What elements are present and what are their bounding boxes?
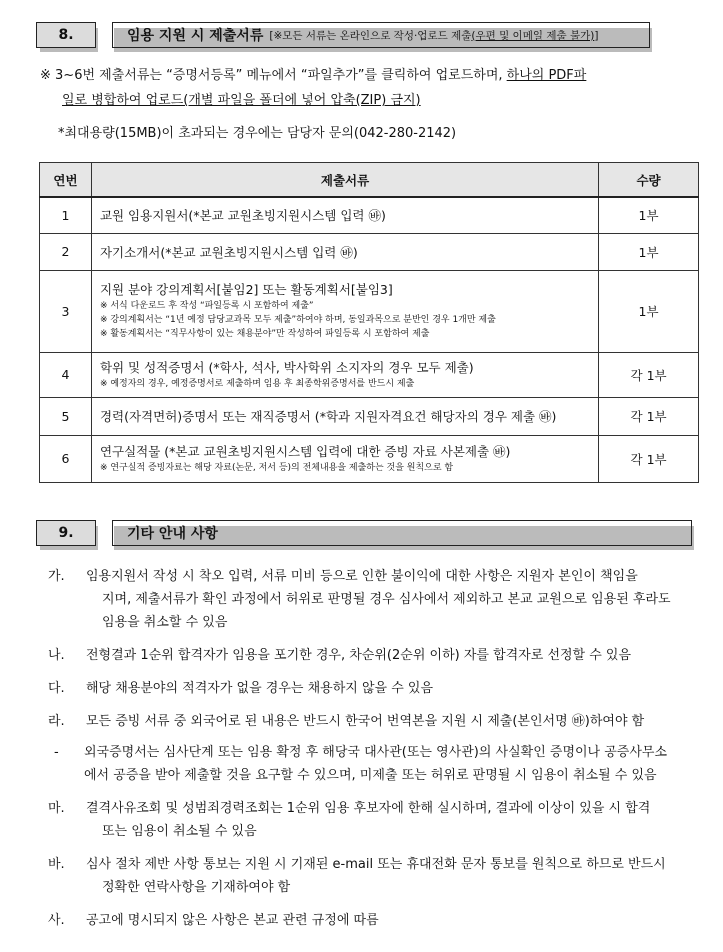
table-row	[40, 352, 699, 397]
row-doc: 학위 및 성적증명서 (*학사, 석사, 박사학위 소지자의 경우 모두 제출)	[99, 359, 474, 375]
list-line: 또는 임용이 취소될 수 있음	[102, 824, 257, 839]
section-9-title-box	[112, 520, 692, 546]
row-sub-note: ※ 예정자의 경우, 예정증명서로 제출하며 임용 후 최종학위증명서를 반드시 제출	[99, 378, 415, 389]
list-line: 공고에 명시되지 않은 사항은 본교 관련 규정에 따름	[86, 913, 379, 928]
section-8-note: [※모든 서류는 온라인으로 작성·업로드 제출(우편 및 이메일 제출 불가)]	[269, 29, 599, 42]
list-item	[48, 644, 671, 667]
row-sub-note: ※ 서식 다운로드 후 작성 “파일등록 시 포함하여 제출”	[99, 301, 314, 311]
list-item	[48, 853, 671, 899]
list-item	[48, 797, 671, 843]
notice-max-size: *최대용량(15MB)이 초과되는 경우에는 담당자 문의(042-280-2142)	[58, 126, 457, 141]
list-line: 정확한 연락사항을 기재하여야 함	[102, 880, 291, 895]
row-qty: 1부	[599, 270, 699, 352]
section-8-header	[36, 22, 650, 48]
table-header-row	[40, 163, 699, 198]
table-row	[40, 435, 699, 482]
list-item	[48, 565, 671, 634]
row-doc: 지원 분야 강의계획서[붙임2] 또는 활동계획서[붙임3]	[99, 282, 393, 297]
documents-table	[39, 162, 699, 483]
section-8-title-box	[112, 22, 650, 48]
row-no: 5	[40, 397, 92, 435]
table-row	[40, 270, 699, 352]
list-line: 임용을 취소할 수 있음	[102, 615, 228, 630]
table-row	[40, 233, 699, 270]
section-9-number: 9.	[36, 520, 96, 546]
list-line: 외국증명서는 심사단계 또는 임용 확정 후 해당국 대사관(또는 영사관)의 사실확인 증명이나 공증사무소	[84, 745, 668, 760]
list-line: 해당 채용분야의 적격자가 없을 경우는 채용하지 않을 수 있음	[86, 681, 434, 696]
list-marker: 바.	[48, 857, 65, 872]
notice-line-2: 일로 병합하여 업로드(개별 파일을 폴더에 넣어 압축(ZIP) 금지)	[62, 93, 421, 108]
list-line: 모든 증빙 서류 중 외국어로 된 내용은 반드시 한국어 번역본을 지원 시 제출(본인서명 ㉳)하여야 함	[86, 714, 645, 729]
list-line: 전형결과 1순위 합격자가 임용을 포기한 경우, 차순위(2순위 이하) 자를 합격자로 선정할 수 있음	[86, 648, 632, 663]
section-8-title: 임용 지원 시 제출서류	[127, 28, 264, 44]
row-doc-cell	[91, 352, 598, 397]
list-marker: 가.	[48, 569, 65, 584]
row-qty: 각 1부	[599, 397, 699, 435]
list-line: 지며, 제출서류가 확인 과정에서 허위로 판명될 경우 심사에서 제외하고 본교 교원으로 임용된 후라도	[102, 592, 671, 607]
row-no: 2	[40, 233, 92, 270]
list-line: 에서 공증을 받아 제출할 것을 요구할 수 있으며, 미제출 또는 허위로 판명될 시 임용이 취소될 수 있음	[84, 768, 657, 783]
row-qty: 각 1부	[599, 435, 699, 482]
row-doc: 연구실적물 (*본교 교원초빙지원시스템 입력에 대한 증빙 자료 사본제출 ㉳)	[99, 443, 511, 459]
row-sub-note: ※ 활동계획서는 “직무사항이 있는 채용분야”만 작성하여 파일등록 시 포함하여 제출	[99, 329, 430, 339]
row-sub-note: ※ 연구실적 증빙자료는 해당 자료(논문, 저서 등)의 전체내용을 제출하는 것을 원칙으로 함	[99, 462, 454, 473]
row-doc: 자기소개서(*본교 교원초빙지원시스템 입력 ㉳)	[91, 233, 598, 270]
list-marker: 나.	[48, 648, 65, 663]
row-qty: 1부	[599, 233, 699, 270]
table-row	[40, 397, 699, 435]
list-item	[48, 710, 671, 733]
row-doc: 교원 임용지원서(*본교 교원초빙지원시스템 입력 ㉳)	[91, 197, 598, 233]
row-sub-note: ※ 강의계획서는 “1년 예정 담당교과목 모두 제출”하여야 하며, 동일과목으로 분반인 경우 1개만 제출	[99, 315, 496, 325]
row-no: 4	[40, 352, 92, 397]
section-8-number: 8.	[36, 22, 96, 48]
list-marker: 마.	[48, 801, 65, 816]
list-marker: -	[54, 745, 59, 760]
col-header-quantity: 수량	[599, 163, 699, 198]
row-qty: 1부	[599, 197, 699, 233]
list-item	[48, 909, 671, 932]
col-header-document: 제출서류	[91, 163, 598, 198]
list-line: 결격사유조회 및 성범죄경력조회는 1순위 임용 후보자에 한해 실시하며, 결과에 이상이 있을 시 합격	[86, 801, 651, 816]
list-item	[54, 741, 671, 787]
row-no: 3	[40, 270, 92, 352]
section-9-header	[36, 520, 692, 546]
row-doc-cell	[91, 270, 598, 352]
list-marker: 라.	[48, 714, 65, 729]
list-line: 심사 절차 제반 사항 통보는 지원 시 기재된 e-mail 또는 휴대전화 문자 통보를 원칙으로 하므로 반드시	[86, 857, 666, 872]
row-qty: 각 1부	[599, 352, 699, 397]
table-row	[40, 197, 699, 233]
notes-list	[48, 565, 671, 932]
row-no: 6	[40, 435, 92, 482]
list-marker: 다.	[48, 681, 65, 696]
row-doc-cell	[91, 435, 598, 482]
list-item	[48, 677, 671, 700]
row-doc: 경력(자격면허)증명서 또는 재직증명서 (*학과 지원자격요건 해당자의 경우 제출 ㉳)	[91, 397, 598, 435]
section-9-title: 기타 안내 사항	[127, 526, 218, 542]
list-marker: 사.	[48, 913, 65, 928]
list-line: 임용지원서 작성 시 착오 입력, 서류 미비 등으로 인한 불이익에 대한 사항은 지원자 본인이 책임을	[86, 569, 638, 584]
row-no: 1	[40, 197, 92, 233]
notice-line-1: ※ 3~6번 제출서류는 “증명서등록” 메뉴에서 “파일추가”를 클릭하여 업로드하며, 하나의 PDF파	[40, 68, 587, 83]
col-header-no: 연번	[40, 163, 92, 198]
